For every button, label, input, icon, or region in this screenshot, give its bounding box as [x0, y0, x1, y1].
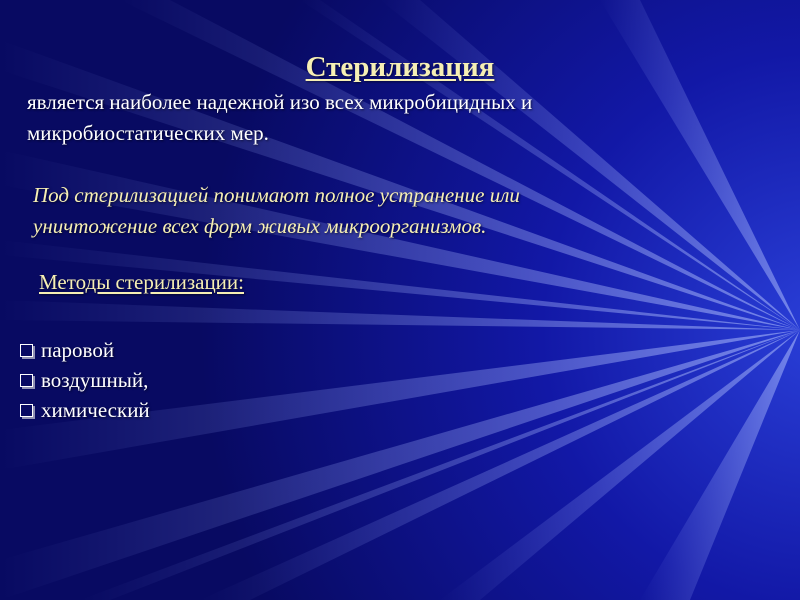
method-item [20, 365, 150, 395]
method-label: воздушный, [41, 367, 149, 392]
method-label: паровой [41, 337, 115, 362]
intro-paragraph [27, 87, 787, 149]
methods-list [20, 335, 150, 425]
checkbox-bullet-icon [20, 404, 33, 417]
definition-line: Под стерилизацией понимают полное устранение или [33, 183, 520, 207]
checkbox-bullet-icon [20, 374, 33, 387]
checkbox-bullet-icon [20, 344, 33, 357]
method-item [20, 335, 150, 365]
slide-title: Стерилизация [305, 51, 495, 83]
intro-line: является наиболее надежной изо всех микробицидных и [27, 90, 533, 114]
intro-line: микробиостатических мер. [27, 121, 269, 145]
definition-line: уничтожение всех форм живых микроорганизмов. [33, 214, 487, 238]
method-item [20, 395, 150, 425]
definition-paragraph [33, 180, 793, 242]
method-label: химический [41, 397, 150, 422]
methods-heading: Методы стерилизации: [39, 270, 244, 294]
